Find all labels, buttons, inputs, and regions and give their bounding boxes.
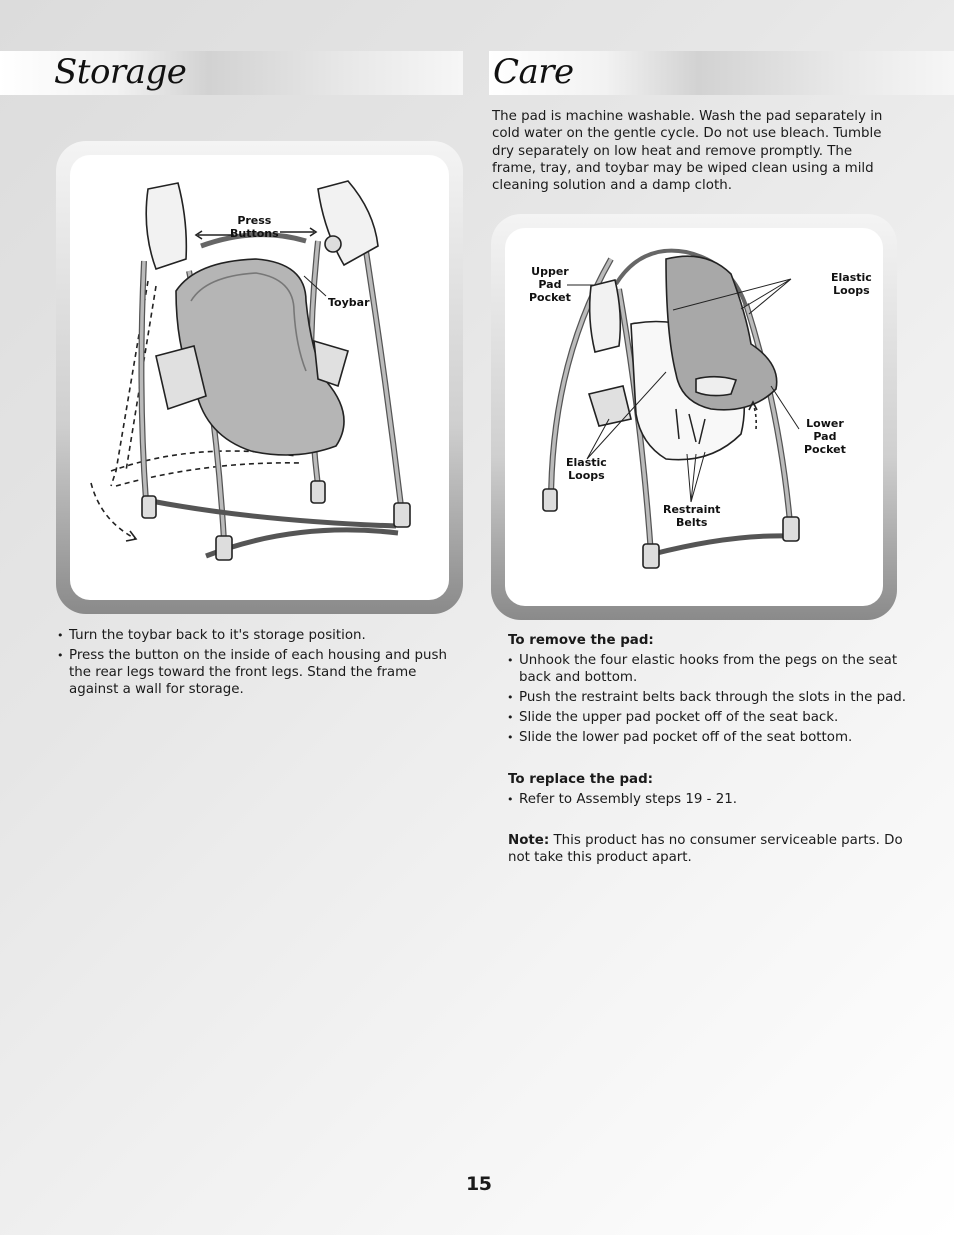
replace-pad-steps bbox=[507, 791, 912, 811]
storage-title: Storage bbox=[54, 52, 187, 92]
replace-step: • Refer to Assembly steps 19 - 21. bbox=[507, 791, 912, 808]
note-paragraph bbox=[508, 832, 918, 867]
upper-pad-pocket-label: Upper Pad Pocket bbox=[529, 265, 571, 304]
care-intro-text: The pad is machine washable. Wash the pad separately in cold water on the gentle cycle. Do not use bleach. Tumble dry separately on low heat and remove promptly. The frame, tray, and toybar may be wiped clean using a mild cleaning solution and a damp cloth. bbox=[492, 109, 883, 194]
page-number: 15 bbox=[466, 1173, 492, 1195]
storage-illustration-frame bbox=[56, 141, 463, 614]
note-label: Note: bbox=[508, 833, 550, 848]
elastic-loops-top-label: Elastic Loops bbox=[831, 271, 872, 297]
press-buttons-label: Press Buttons bbox=[230, 214, 279, 240]
remove-step: • Push the restraint belts back through the slots in the pad. bbox=[507, 689, 912, 706]
remove-step: • Slide the upper pad pocket off of the seat back. bbox=[507, 709, 912, 726]
restraint-belts-label: Restraint Belts bbox=[663, 503, 721, 529]
replace-pad-heading: To replace the pad: bbox=[508, 772, 654, 787]
lower-pad-pocket-label: Lower Pad Pocket bbox=[804, 417, 846, 456]
note-text: This product has no consumer serviceable parts. Do not take this product apart. bbox=[508, 833, 903, 866]
storage-step: • Turn the toybar back to it's storage position. bbox=[57, 627, 465, 644]
storage-swing-illustration bbox=[56, 141, 463, 614]
remove-pad-heading: To remove the pad: bbox=[508, 633, 654, 648]
remove-step: • Unhook the four elastic hooks from the pegs on the seat back and bottom. bbox=[507, 652, 912, 686]
care-title: Care bbox=[493, 52, 574, 92]
storage-steps-list bbox=[57, 627, 465, 701]
elastic-loops-bottom-label: Elastic Loops bbox=[566, 456, 607, 482]
storage-step: • Press the button on the inside of each housing and push the rear legs toward the front legs. Stand the frame against a wall for storage. bbox=[57, 647, 465, 698]
remove-step: • Slide the lower pad pocket off of the seat bottom. bbox=[507, 729, 912, 746]
remove-pad-steps bbox=[507, 652, 912, 749]
care-illustration-frame bbox=[491, 214, 897, 620]
toybar-label: Toybar bbox=[328, 296, 370, 309]
